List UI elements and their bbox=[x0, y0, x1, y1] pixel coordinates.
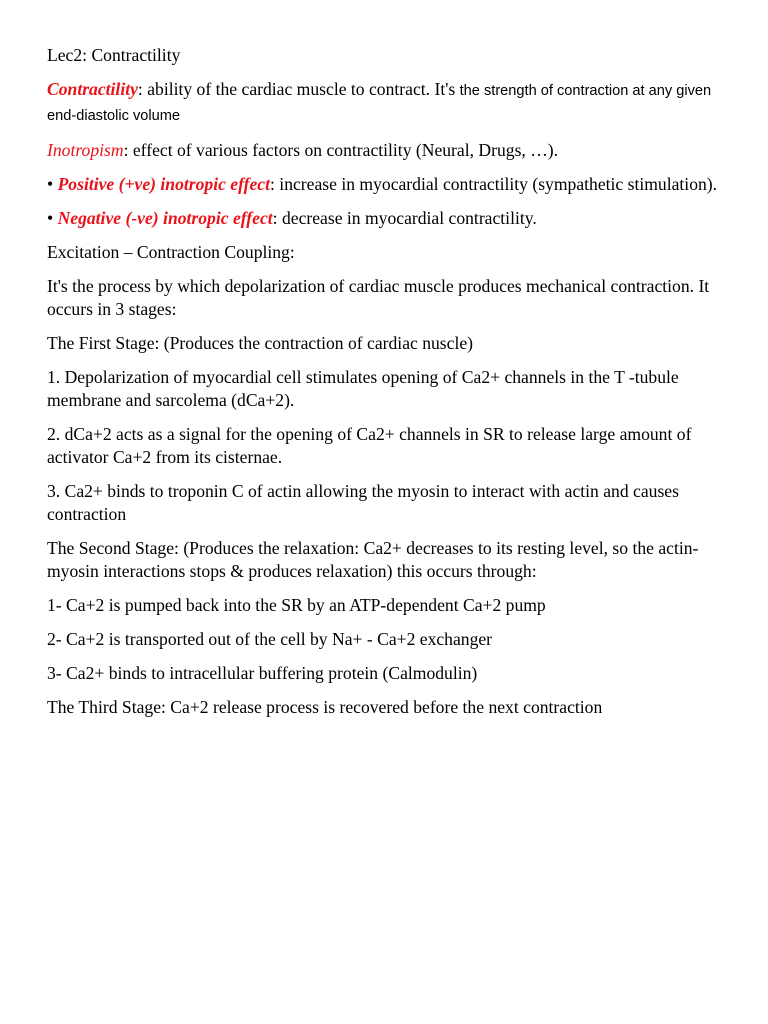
inotropism-term: Inotropism bbox=[47, 140, 124, 160]
positive-inotropic-text: : increase in myocardial contractility (sympathetic stimulation). bbox=[270, 174, 718, 194]
first-stage-item-2: 2. dCa+2 acts as a signal for the opening of Ca2+ channels in SR to release large amount of activator Ca+2 from its cisternae. bbox=[47, 424, 692, 467]
first-stage-heading: The First Stage: (Produces the contraction of cardiac nuscle) bbox=[47, 333, 474, 353]
contractility-term: Contractility bbox=[47, 79, 138, 99]
negative-inotropic-text: : decrease in myocardial contractility. bbox=[272, 208, 537, 228]
document-page bbox=[47, 44, 737, 730]
second-stage-item-3: 3- Ca2+ binds to intracellular buffering protein (Calmodulin) bbox=[47, 663, 478, 683]
inotropism-text: : effect of various factors on contractility (Neural, Drugs, …). bbox=[123, 140, 559, 160]
contractility-definition bbox=[47, 78, 737, 128]
second-stage-item-2: 2- Ca+2 is transported out of the cell by Na+ - Ca+2 exchanger bbox=[47, 629, 493, 649]
bullet: • bbox=[47, 174, 58, 194]
lecture-title: Lec2: Contractility bbox=[47, 45, 181, 65]
third-stage-heading: The Third Stage: Ca+2 release process is recovered before the next contraction bbox=[47, 697, 603, 717]
second-stage-item-1: 1- Ca+2 is pumped back into the SR by an ATP-dependent Ca+2 pump bbox=[47, 595, 546, 615]
negative-inotropic-term: Negative (-ve) inotropic effect bbox=[57, 208, 273, 228]
first-stage-item-1: 1. Depolarization of myocardial cell stimulates opening of Ca2+ channels in the T -tubule membrane and sarcolema (dCa+2). bbox=[47, 367, 679, 410]
inotropism-definition bbox=[47, 139, 737, 162]
ecc-intro: It's the process by which depolarization of cardiac muscle produces mechanical contraction. It occurs in 3 stages: bbox=[47, 276, 710, 319]
first-stage-item-3: 3. Ca2+ binds to troponin C of actin allowing the myosin to interact with actin and causes contraction bbox=[47, 481, 679, 524]
negative-inotropic-item bbox=[47, 207, 737, 230]
ecc-heading: Excitation – Contraction Coupling: bbox=[47, 242, 295, 262]
second-stage-heading: The Second Stage: (Produces the relaxation: Ca2+ decreases to its resting level, so the actin-myosin interactions stops & produces relaxation) this occurs through: bbox=[47, 538, 699, 581]
contractility-text: : ability of the cardiac muscle to contract. It's bbox=[137, 79, 460, 99]
positive-inotropic-term: Positive (+ve) inotropic effect bbox=[57, 174, 271, 194]
positive-inotropic-item bbox=[47, 173, 737, 196]
bullet: • bbox=[47, 208, 58, 228]
contractility-text-sans: the strength of contraction at any given end-diastolic volume bbox=[47, 83, 712, 124]
